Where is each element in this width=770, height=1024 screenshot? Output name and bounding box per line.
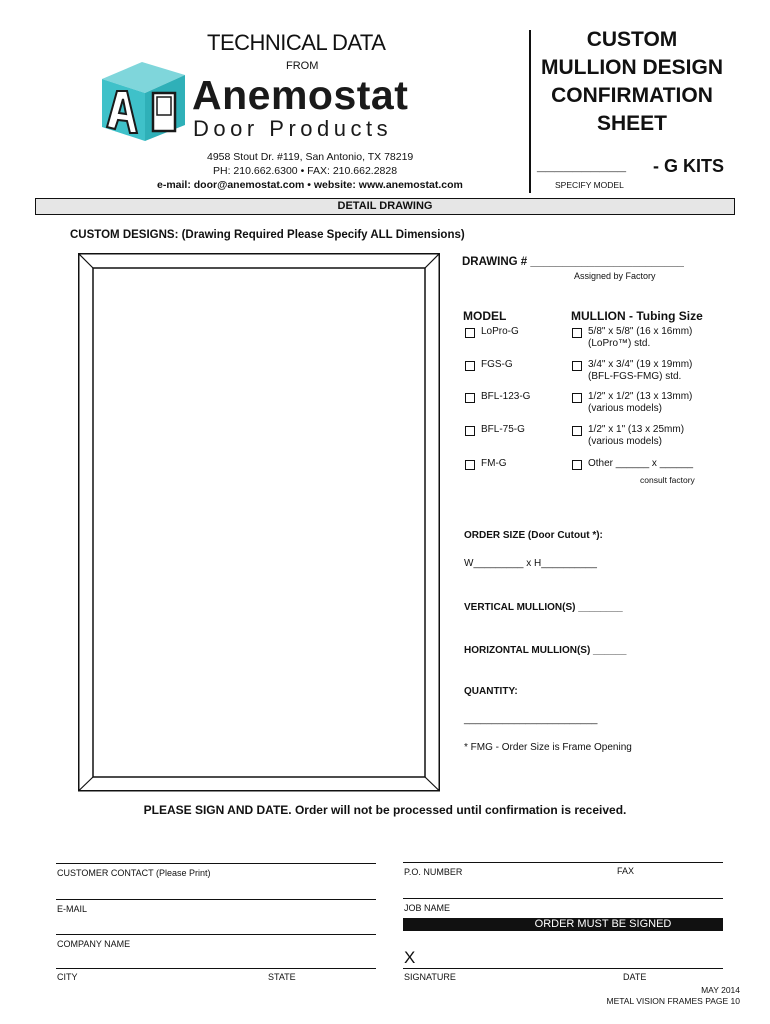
model-checkbox-bfl-75[interactable] [465, 426, 475, 436]
email-label: E-MAIL [57, 904, 88, 914]
model-label-fgs: FGS-G [481, 359, 513, 370]
mullion-option-2-note: (BFL-FGS-FMG) std. [588, 371, 682, 382]
model-label-bfl-75: BFL-75-G [481, 424, 525, 435]
order-size-wh-field[interactable]: W_________ x H__________ [464, 558, 597, 569]
company-address: 4958 Stout Dr. #119, San Antonio, TX 78219 [207, 151, 414, 163]
anemostat-logo-icon [97, 57, 187, 143]
mullion-option-2 [588, 359, 692, 383]
title-line-3: CONFIRMATION [551, 84, 713, 107]
assigned-by-factory: Assigned by Factory [574, 271, 656, 281]
quantity-label: QUANTITY: [464, 686, 518, 697]
horizontal-mullions-field[interactable]: HORIZONTAL MULLION(S) ______ [464, 645, 627, 656]
mullion-checkbox-3[interactable] [572, 393, 582, 403]
customer-contact-line[interactable] [56, 863, 376, 864]
job-name-label: JOB NAME [404, 903, 451, 913]
city-label: CITY [57, 972, 78, 982]
model-checkbox-bfl-123[interactable] [465, 393, 475, 403]
detail-drawing-bar [35, 198, 735, 215]
mullion-option-other[interactable]: Other ______ x ______ [588, 458, 694, 469]
from-label: FROM [286, 60, 319, 72]
mullion-option-2-size: 3/4" x 3/4" (19 x 19mm) [588, 359, 693, 370]
title-line-2: MULLION DESIGN [541, 56, 723, 79]
model-label-lopro: LoPro-G [481, 326, 519, 337]
model-label-fm: FM-G [481, 458, 507, 469]
mullion-option-1 [588, 326, 692, 350]
title-line-4: SHEET [596, 112, 667, 135]
mullion-option-3-note: (various models) [588, 403, 662, 414]
model-blank[interactable]: __________ [537, 157, 626, 174]
job-name-line[interactable] [403, 898, 723, 899]
signature-label: SIGNATURE [404, 972, 456, 982]
company-name-label: COMPANY NAME [57, 939, 131, 949]
drawing-number-field[interactable]: DRAWING # ________________________ [462, 256, 684, 268]
mullion-option-1-size: 5/8" x 5/8" (16 x 16mm) [588, 326, 693, 337]
consult-factory-note: consult factory [640, 475, 695, 485]
mullion-option-3 [588, 391, 692, 415]
sign-date-notice: PLEASE SIGN AND DATE. Order will not be processed until confirmation is received. [143, 803, 627, 817]
mullion-checkbox-other[interactable] [572, 460, 582, 470]
customer-contact-label: CUSTOMER CONTACT (Please Print) [57, 868, 211, 878]
mullion-option-3-size: 1/2" x 1/2" (13 x 13mm) [588, 391, 693, 402]
model-checkbox-fm[interactable] [465, 460, 475, 470]
model-checkbox-lopro[interactable] [465, 328, 475, 338]
mullion-option-4-size: 1/2" x 1" (13 x 25mm) [588, 424, 685, 435]
company-phone-fax: PH: 210.662.6300 • FAX: 210.662.2828 [213, 165, 398, 177]
po-number-label: P.O. NUMBER [404, 867, 463, 877]
technical-data-title: TECHNICAL DATA [207, 30, 386, 55]
order-must-be-signed-label: ORDER MUST BE SIGNED [534, 918, 672, 930]
footer-page: METAL VISION FRAMES PAGE 10 [606, 996, 740, 1006]
mullion-option-4-note: (various models) [588, 436, 662, 447]
specify-model-label: SPECIFY MODEL [555, 180, 624, 190]
fax-label: FAX [617, 866, 635, 876]
header-divider [529, 30, 531, 193]
g-kits-label: - G KITS [653, 156, 724, 176]
mullion-checkbox-4[interactable] [572, 426, 582, 436]
model-label-bfl-123: BFL-123-G [481, 391, 531, 402]
vertical-mullions-field[interactable]: VERTICAL MULLION(S) ________ [464, 602, 623, 613]
brand-subtitle: Door Products [193, 116, 393, 141]
mullion-option-4 [588, 424, 684, 448]
email-line[interactable] [56, 899, 376, 900]
fmg-footnote: * FMG - Order Size is Frame Opening [464, 742, 632, 753]
signature-x-mark: X [404, 948, 416, 967]
mullion-checkbox-1[interactable] [572, 328, 582, 338]
mullion-checkbox-2[interactable] [572, 361, 582, 371]
state-label: STATE [268, 972, 296, 982]
title-line-1: CUSTOM [586, 28, 678, 51]
company-name-line[interactable] [56, 934, 376, 935]
mullion-header: MULLION - Tubing Size [571, 309, 703, 323]
model-checkbox-fgs[interactable] [465, 361, 475, 371]
company-email-web: e-mail: door@anemostat.com • website: www.anemostat.com [157, 179, 463, 191]
model-header: MODEL [463, 309, 507, 323]
order-must-be-signed-bar [403, 918, 723, 931]
po-fax-line[interactable] [403, 862, 723, 863]
quantity-field[interactable]: ________________________ [464, 714, 598, 725]
sheet-title [532, 26, 732, 138]
footer-date: MAY 2014 [701, 985, 740, 995]
drawing-frame[interactable] [78, 253, 440, 793]
detail-drawing-label: DETAIL DRAWING [337, 200, 433, 212]
custom-designs-label: CUSTOM DESIGNS: (Drawing Required Please Specify ALL Dimensions) [70, 229, 465, 241]
date-label: DATE [623, 972, 647, 982]
brand-name: Anemostat [192, 72, 409, 118]
city-state-line[interactable] [56, 968, 376, 969]
signature-line[interactable] [403, 968, 723, 969]
order-size-label: ORDER SIZE (Door Cutout *): [464, 530, 603, 541]
mullion-option-1-note: (LoPro™) std. [588, 338, 651, 349]
